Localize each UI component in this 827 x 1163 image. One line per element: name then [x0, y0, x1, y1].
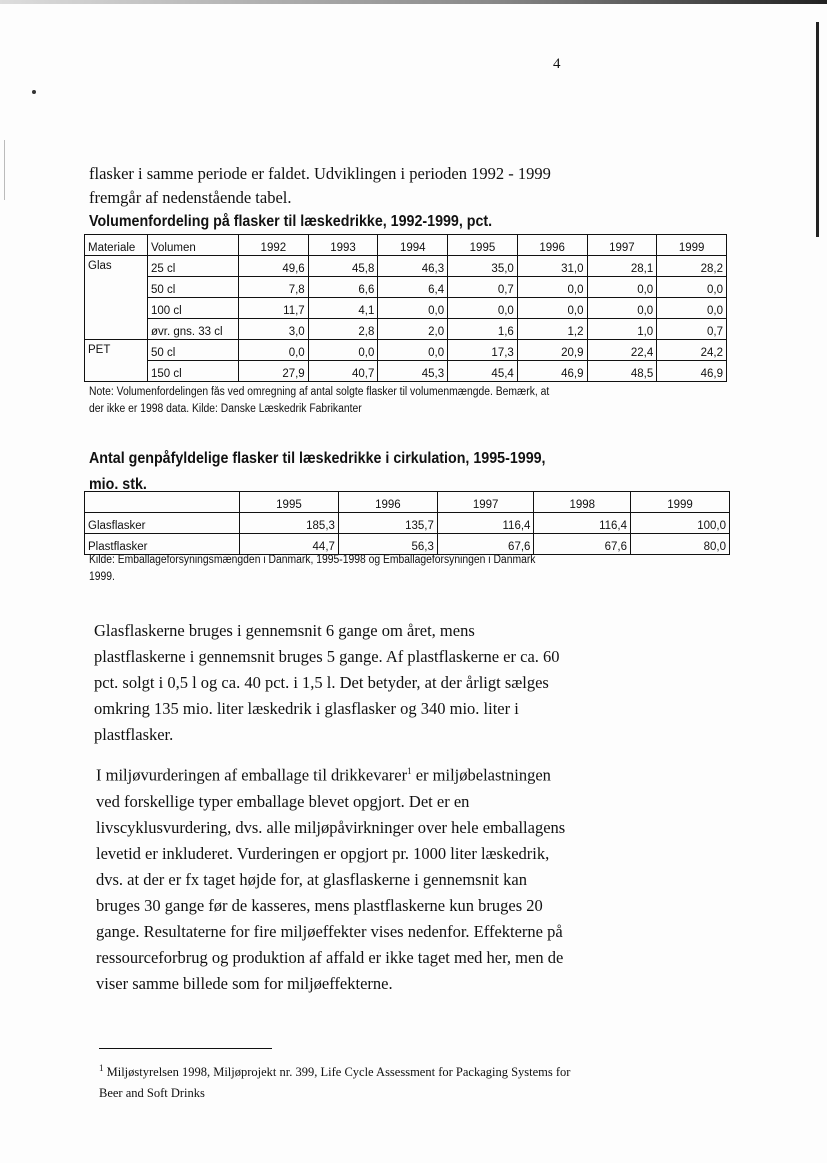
- value-cell: 2,8: [308, 319, 378, 340]
- header-volume: Volumen: [148, 235, 239, 256]
- header-year: 1999: [631, 492, 730, 513]
- value-cell: 4,1: [308, 298, 378, 319]
- value-cell: 6,4: [378, 277, 448, 298]
- value-cell: 0,0: [239, 340, 309, 361]
- value-cell: 22,4: [587, 340, 657, 361]
- row-label: Glasflasker: [85, 513, 240, 534]
- volume-distribution-table: [84, 234, 727, 382]
- value-cell: 0,0: [587, 277, 657, 298]
- value-cell: 27,9: [239, 361, 309, 382]
- value-cell: 0,0: [517, 277, 587, 298]
- value-cell: 0,7: [448, 277, 518, 298]
- paragraph-text: I miljøvurderingen af emballage til drikkevarer: [96, 765, 408, 785]
- value-cell: 11,7: [239, 298, 309, 319]
- scan-edge-top: [0, 0, 827, 4]
- volume-cell: 50 cl: [148, 340, 239, 361]
- footnote-divider: [99, 1048, 272, 1049]
- value-cell: 2,0: [378, 319, 448, 340]
- value-cell: 0,0: [448, 298, 518, 319]
- header-material: Materiale: [85, 235, 148, 256]
- value-cell: 20,9: [517, 340, 587, 361]
- scan-speck: [32, 90, 36, 94]
- value-cell: 46,9: [517, 361, 587, 382]
- row-label: Plastflasker: [85, 534, 240, 555]
- table-row: [85, 256, 727, 277]
- page-number: 4: [553, 56, 561, 72]
- value-cell: 80,0: [631, 534, 730, 555]
- intro-paragraph: flasker i samme periode er faldet. Udviklingen i perioden 1992 - 1999 fremgår af nedenstående tabel.: [89, 164, 551, 207]
- scan-edge-left: [4, 140, 5, 200]
- table-header-row: [85, 492, 730, 513]
- value-cell: 185,3: [240, 513, 339, 534]
- volume-cell: 150 cl: [148, 361, 239, 382]
- header-year: 1996: [517, 235, 587, 256]
- table-row: [85, 340, 727, 361]
- value-cell: 100,0: [631, 513, 730, 534]
- value-cell: 17,3: [448, 340, 518, 361]
- value-cell: 45,3: [378, 361, 448, 382]
- value-cell: 46,3: [378, 256, 448, 277]
- value-cell: 45,4: [448, 361, 518, 382]
- value-cell: 3,0: [239, 319, 309, 340]
- value-cell: 0,0: [378, 298, 448, 319]
- bottles-in-circulation-table: [84, 491, 730, 555]
- footnote-reference: 1: [407, 766, 412, 776]
- table1-note: Note: Volumenfordelingen fås ved omregning af antal solgte flasker til volumenmængde. Bemærk, at der ikke er 1998 data. Kilde: Danske Læskedrik Fabrikanter: [89, 386, 550, 415]
- value-cell: 0,0: [657, 277, 727, 298]
- footnote: [99, 1058, 579, 1104]
- value-cell: 67,6: [534, 534, 631, 555]
- value-cell: 28,1: [587, 256, 657, 277]
- paragraph-bottle-usage: Glasflaskerne bruges i gennemsnit 6 gange om året, mens plastflaskerne i gennemsnit bruges 5 gange. Af plastflaskerne er ca. 60 pct. solgt i 0,5 l og ca. 40 pct. i 1,5 l. Det betyder, at der årligt sælges omkring 135 mio. liter læskedrik i glasflasker og 340 mio. liter i plastflasker.: [94, 621, 560, 744]
- footnote-text: Miljøstyrelsen 1998, Miljøprojekt nr. 399, Life Cycle Assessment for Packaging Systems for Beer and Soft Drinks: [99, 1065, 571, 1101]
- value-cell: 135,7: [338, 513, 437, 534]
- volume-cell: 100 cl: [148, 298, 239, 319]
- table2-source: Kilde: Emballageforsyningsmængden i Danmark, 1995-1998 og Emballageforsyningen i Danmark 1999.: [89, 554, 536, 583]
- header-year: 1992: [239, 235, 309, 256]
- value-cell: 0,0: [657, 298, 727, 319]
- value-cell: 0,0: [517, 298, 587, 319]
- material-cell: Glas: [85, 256, 148, 340]
- value-cell: 7,8: [239, 277, 309, 298]
- value-cell: 0,7: [657, 319, 727, 340]
- value-cell: 1,6: [448, 319, 518, 340]
- header-year: 1997: [437, 492, 534, 513]
- value-cell: 6,6: [308, 277, 378, 298]
- table-row: [85, 361, 727, 382]
- value-cell: 35,0: [448, 256, 518, 277]
- header-year: 1994: [378, 235, 448, 256]
- value-cell: 1,2: [517, 319, 587, 340]
- paragraph-text: er miljøbelastningen ved forskellige typer emballage blevet opgjort. Det er en livscyklusvurdering, dvs. alle miljøpåvirkninger over hele emballagens levetid er inkluderet. Vurderingen er opgjort pr. 1000 liter læskedrik, dvs. at der er fx taget højde for, at glasflaskerne i gennemsnit kan bruges 30 gange før de kasseres, mens plastflaskerne kun bruges 20 gange. Resultaterne for fire miljøeffekter vises nedenfor. Effekterne på ressourceforbrug og produktion af affald er ikke taget med her, men de viser samme billede som for miljøeffekterne.: [96, 765, 566, 993]
- table1-title: Volumenfordeling på flasker til læskedrikke, 1992-1999, pct.: [89, 213, 493, 230]
- table-header-row: [85, 235, 727, 256]
- header-year: 1995: [448, 235, 518, 256]
- table-row: [85, 298, 727, 319]
- table-row: [85, 513, 730, 534]
- footnote-mark: 1: [99, 1063, 104, 1073]
- value-cell: 116,4: [534, 513, 631, 534]
- value-cell: 0,0: [378, 340, 448, 361]
- header-blank: [85, 492, 240, 513]
- volume-cell: øvr. gns. 33 cl: [148, 319, 239, 340]
- value-cell: 40,7: [308, 361, 378, 382]
- value-cell: 0,0: [308, 340, 378, 361]
- header-year: 1993: [308, 235, 378, 256]
- value-cell: 56,3: [338, 534, 437, 555]
- table2-title: Antal genpåfyldelige flasker til læskedrikke i cirkulation, 1995-1999, mio. stk.: [89, 450, 546, 493]
- value-cell: 0,0: [587, 298, 657, 319]
- material-cell: PET: [85, 340, 148, 382]
- value-cell: 31,0: [517, 256, 587, 277]
- value-cell: 44,7: [240, 534, 339, 555]
- value-cell: 28,2: [657, 256, 727, 277]
- value-cell: 46,9: [657, 361, 727, 382]
- value-cell: 67,6: [437, 534, 534, 555]
- volume-cell: 25 cl: [148, 256, 239, 277]
- header-year: 1995: [240, 492, 339, 513]
- table-row: [85, 319, 727, 340]
- table-row: [85, 277, 727, 298]
- header-year: 1998: [534, 492, 631, 513]
- value-cell: 48,5: [587, 361, 657, 382]
- header-year: 1996: [338, 492, 437, 513]
- value-cell: 24,2: [657, 340, 727, 361]
- value-cell: 116,4: [437, 513, 534, 534]
- value-cell: 49,6: [239, 256, 309, 277]
- value-cell: 45,8: [308, 256, 378, 277]
- header-year: 1997: [587, 235, 657, 256]
- scan-edge-right: [816, 22, 819, 237]
- header-year: 1999: [657, 235, 727, 256]
- volume-cell: 50 cl: [148, 277, 239, 298]
- value-cell: 1,0: [587, 319, 657, 340]
- paragraph-environmental-assessment: [96, 758, 568, 997]
